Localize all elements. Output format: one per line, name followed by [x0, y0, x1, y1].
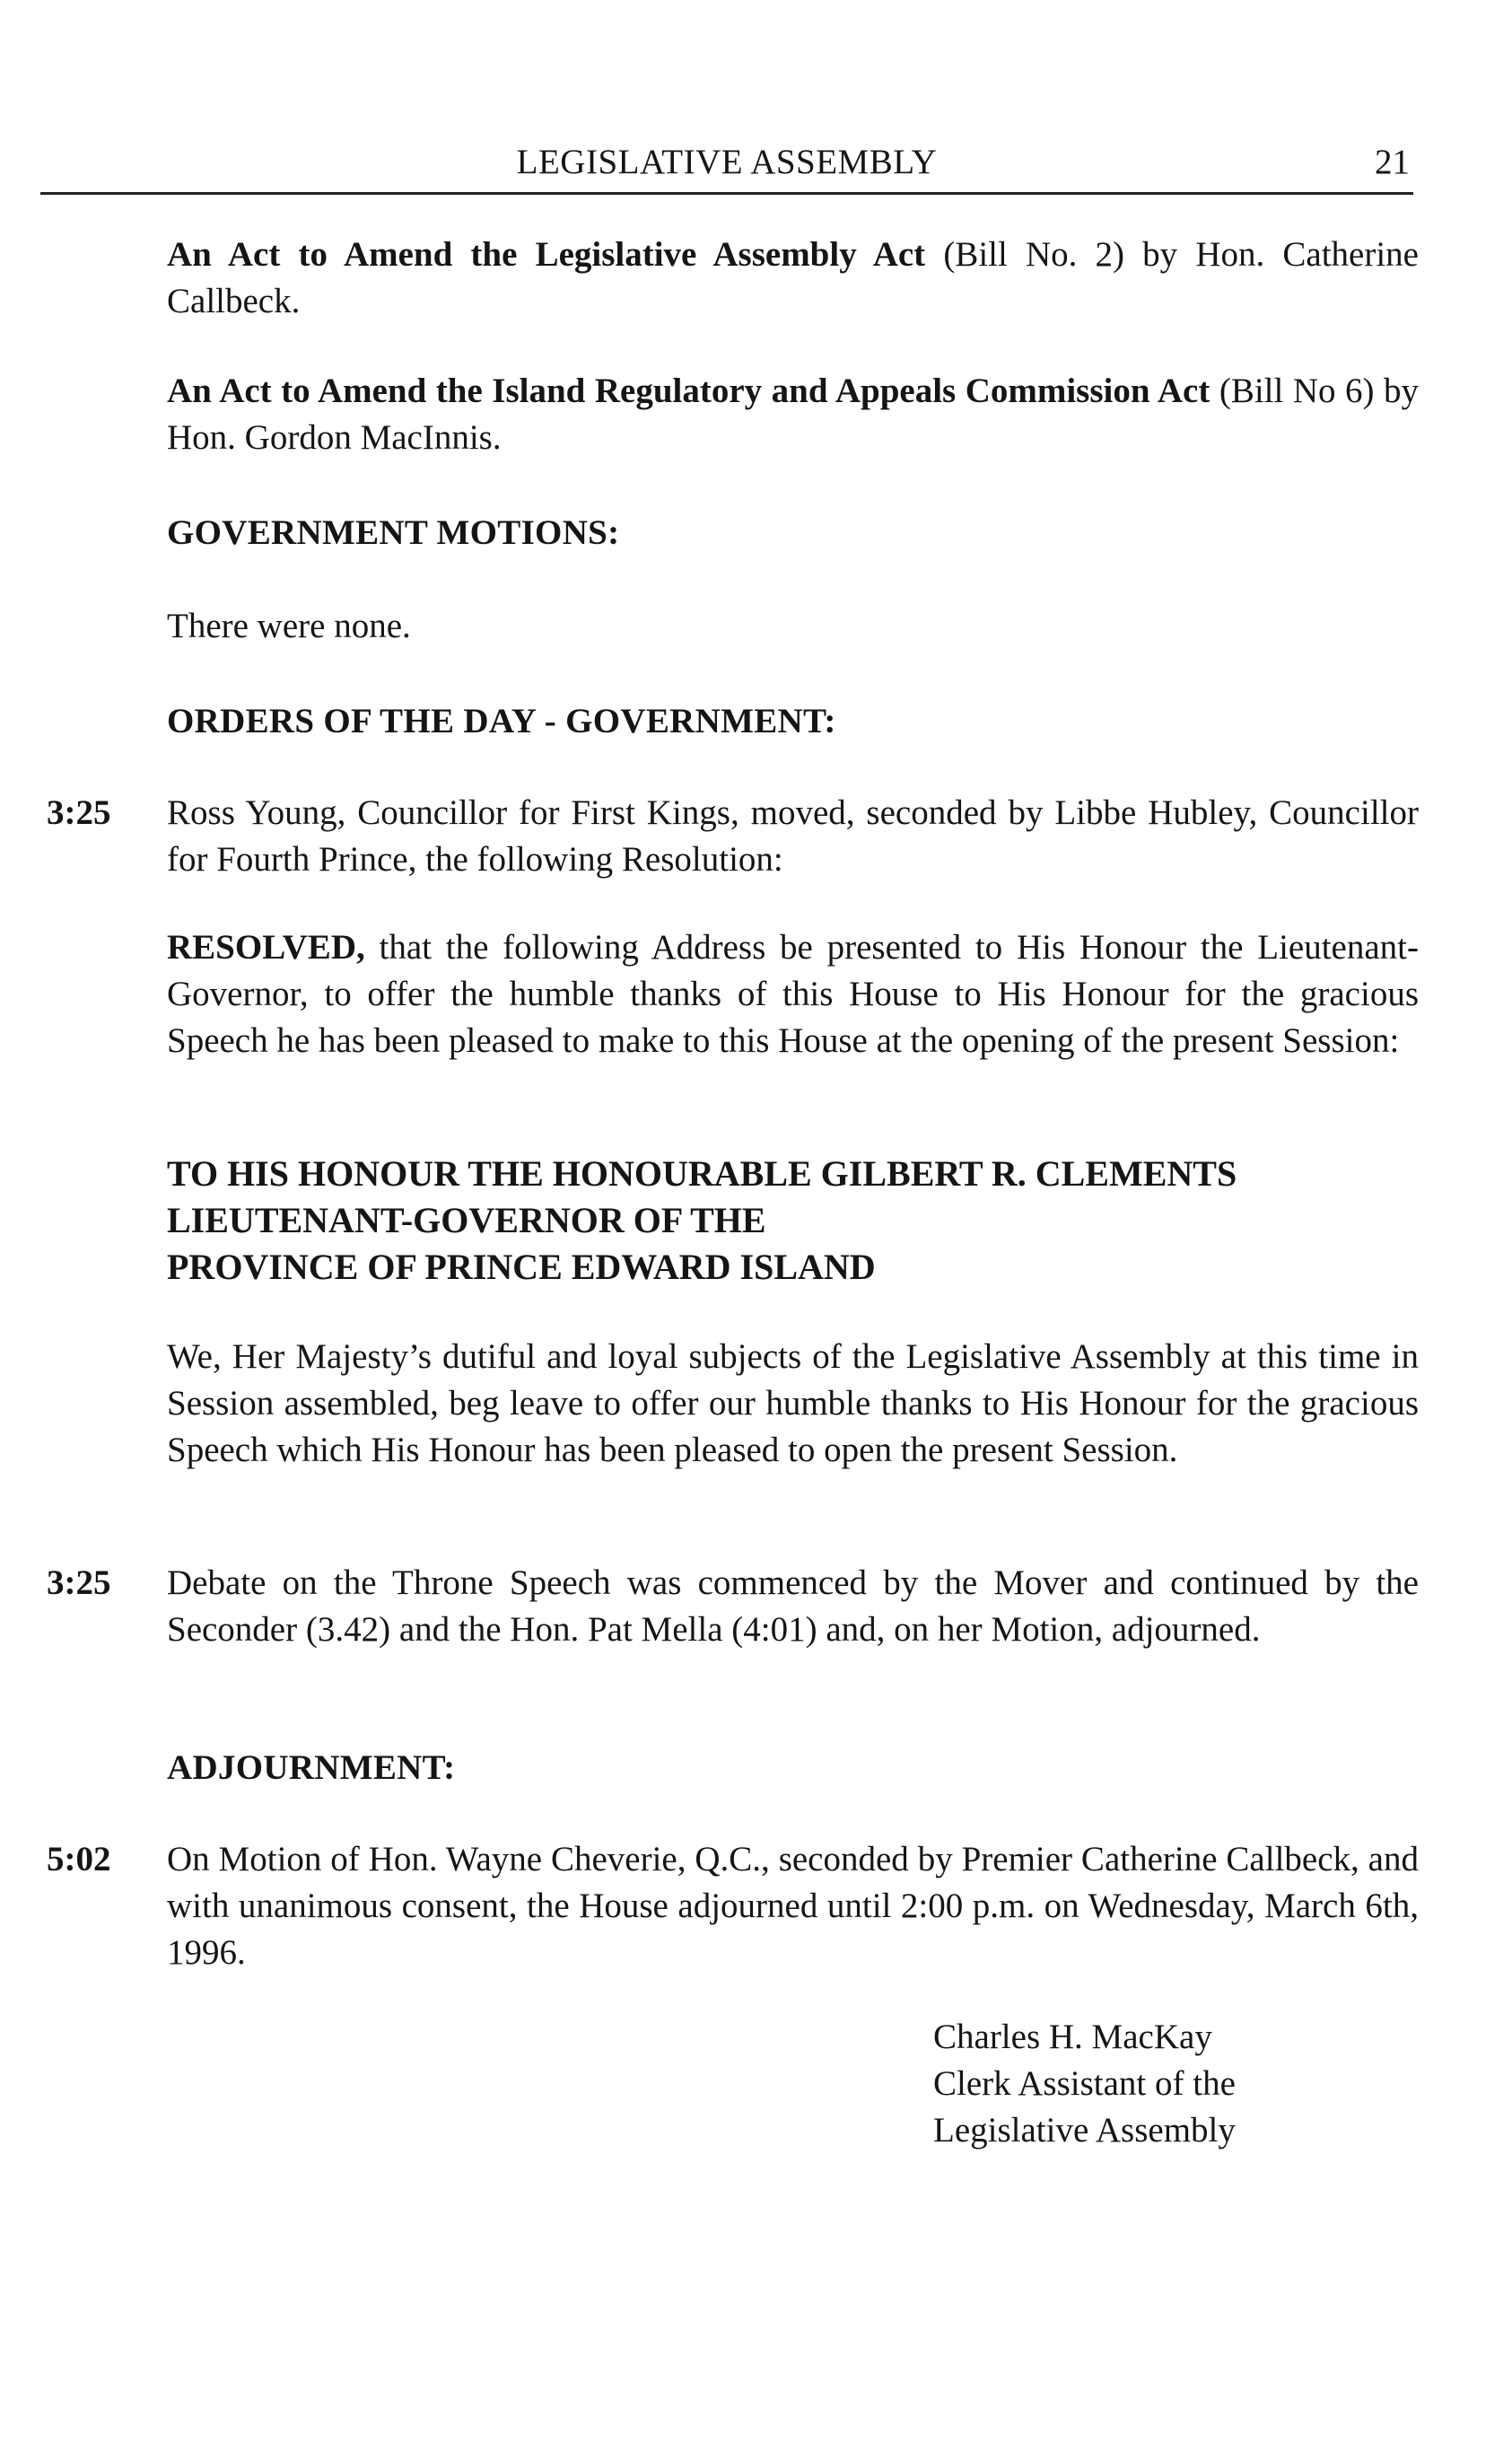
resolved-lead: RESOLVED,	[167, 928, 365, 967]
signatory-title: Legislative Assembly	[933, 2111, 1236, 2150]
resolution-paragraph	[167, 924, 1419, 1064]
bill-details: (Bill No 6) by Hon. Gordon MacInnis.	[167, 372, 1419, 457]
resolution-text: that the following Address be presented to His Honour the Lieutenant-Governor, to offer the humble thanks of this House to His Honour for the gracious Speech he has been pleased to make to this House at the opening of the present Session:	[167, 928, 1419, 1060]
debate-entry: Debate on the Throne Speech was commenced by the Mover and continued by the Seconder (3.42) and the Hon. Pat Mella (4:01) and, on her Motion, adjourned.	[167, 1563, 1419, 1649]
bill-entry-2	[167, 232, 1419, 325]
government-motions-heading: GOVERNMENT MOTIONS:	[167, 513, 620, 552]
address-heading-line: LIEUTENANT-GOVERNOR OF THE	[167, 1200, 766, 1240]
running-header	[40, 135, 1413, 195]
address-heading-line: TO HIS HONOUR THE HONOURABLE GILBERT R. CLEMENTS	[167, 1153, 1237, 1194]
bill-title: An Act to Amend the Legislative Assembly Act	[167, 235, 926, 274]
orders-of-the-day-heading: ORDERS OF THE DAY - GOVERNMENT:	[167, 702, 836, 740]
address-body: We, Her Majesty’s dutiful and loyal subjects of the Legislative Assembly at this time in Session assembled, beg leave to offer our humble thanks to His Honour for the gracious Speech which His Honour has been pleased to open the present Session.	[167, 1337, 1419, 1469]
entry-time: 5:02	[47, 1840, 111, 1878]
government-motions-text: There were none.	[167, 607, 411, 645]
adjournment-entry: On Motion of Hon. Wayne Cheverie, Q.C., seconded by Premier Catherine Callbeck, and with unanimous consent, the House adjourned until 2:00 p.m. on Wednesday, March 6th, 1996.	[167, 1840, 1419, 1972]
bill-title: An Act to Amend the Island Regulatory and Appeals Commission Act	[167, 372, 1210, 410]
header-title: LEGISLATIVE ASSEMBLY	[516, 143, 938, 181]
entry-time: 3:25	[47, 1563, 111, 1602]
page-number: 21	[1375, 143, 1410, 181]
signature-block	[933, 2014, 1236, 2154]
motion-entry: Ross Young, Councillor for First Kings, moved, seconded by Libbe Hubley, Councillor for Fourth Prince, the following Resolution:	[167, 793, 1419, 879]
entry-time: 3:25	[47, 793, 111, 832]
signatory-title: Clerk Assistant of the	[933, 2064, 1236, 2103]
address-heading-line: PROVINCE OF PRINCE EDWARD ISLAND	[167, 1247, 876, 1287]
signatory-name: Charles H. MacKay	[933, 2018, 1212, 2056]
bill-entry-6	[167, 368, 1419, 461]
address-heading	[167, 1151, 1237, 1291]
adjournment-heading: ADJOURNMENT:	[167, 1748, 456, 1787]
bill-details: (Bill No. 2) by Hon. Catherine Callbeck.	[167, 235, 1419, 320]
